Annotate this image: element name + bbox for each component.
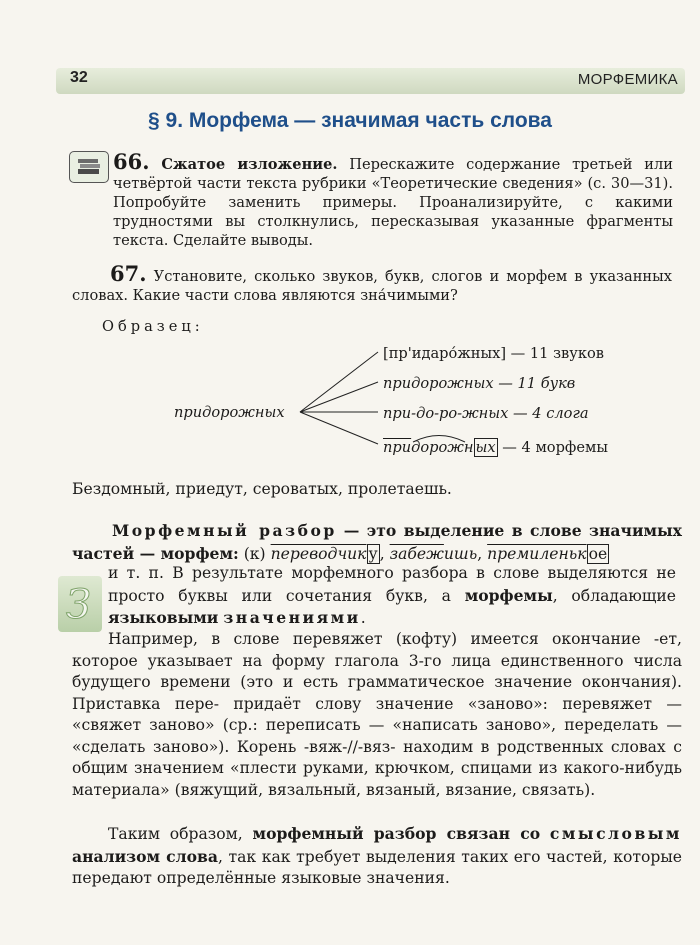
sample-letters: придорожных — 11 букв: [383, 375, 576, 392]
sample-label: Образец:: [102, 318, 204, 335]
theory-paragraph-1: [108, 563, 676, 630]
theory-term: Морфемный разбор: [112, 521, 337, 540]
exercise-67: [72, 261, 673, 305]
theory-definition: Морфемный разбор — это выделение в слове значимых частей — морфем: (к) переводчик у , забежишь, премиленьк ое: [72, 521, 682, 563]
example-2-stem: забеж: [389, 544, 444, 563]
example-2-ending: ишь: [443, 544, 478, 563]
exercise-67-text: Установите, сколько звуков, букв, слогов и морфем в указанных словах. Какие части слова являются зна́чимыми?: [72, 268, 673, 304]
exercise-66: [113, 149, 674, 250]
exercise-66-heading: Сжатое изложение.: [161, 156, 338, 173]
page-number: 32: [70, 69, 88, 86]
para1-bold-meanings: значениями: [223, 608, 361, 627]
para3-bold: морфемный разбор связан со: [252, 824, 541, 843]
para1-end: .: [360, 609, 366, 627]
root-arc: [411, 433, 467, 443]
morpheme-root-text: дорожн: [411, 439, 474, 456]
morpheme-ending: ых: [475, 439, 496, 456]
example-1-stem: переводчик: [270, 544, 367, 563]
task-words: Бездомный, приедут, сероватых, пролетаешь.: [72, 480, 452, 498]
book-stack-icon: [69, 151, 109, 183]
para3-start: Таким образом,: [108, 825, 243, 843]
scheme-fan-lines: [290, 340, 390, 460]
section-title: § 9. Морфема — значимая часть слова: [148, 109, 552, 132]
para3-spaced: смысловым: [549, 824, 682, 843]
para1-bold-morphemes: морфемы: [464, 585, 553, 605]
para1-start: и т. п. В результате морфемного разбора в слове выделяются не просто буквы или сочетания букв, а: [108, 564, 676, 605]
theory-definition-rest: — это выделение в слове значимых частей — морфем:: [72, 521, 682, 563]
sample-word: придорожных: [174, 404, 285, 421]
theory-example-note: (к): [243, 544, 266, 563]
letter-z-icon: [58, 576, 102, 632]
theory-paragraph-3: [72, 823, 682, 890]
morpheme-prefix: при: [383, 439, 412, 456]
morpheme-count: — 4 морфемы: [502, 439, 608, 456]
exercise-67-number: 67.: [110, 261, 147, 286]
exercise-66-number: 66.: [113, 149, 150, 174]
para1-bold-language: языковыми: [108, 608, 219, 627]
section-name: МОРФЕМИКА: [577, 71, 678, 88]
para3-end: , так как требует выделения таких его частей, которые передают определённые языковые значения.: [72, 847, 682, 887]
example-3-stem: премиленьк: [487, 544, 587, 563]
para3-bold-analysis: анализом слова: [72, 846, 218, 866]
example-1-ending: у: [368, 544, 378, 563]
sample-syllables: при-до-ро-жных — 4 слога: [383, 405, 589, 422]
morpheme-root: [411, 439, 473, 456]
sample-transcription: [пр'идаро́жных] — 11 звуков: [383, 345, 604, 362]
sample-morphemes: [383, 439, 608, 456]
example-3-ending: ое: [588, 544, 608, 563]
para1-mid: , обладающие: [552, 586, 676, 605]
svg-text:З: З: [66, 582, 91, 628]
theory-paragraph-2: Например, в слове перевяжет (кофту) имеется окончание -ет, которое указывает на форму глагола 3-го лица единственного числа будущего времени (это и есть грамматическое значение окончания). Приставка пере- придаёт слову значение «заново»: перевяжет — «свяжет заново» (ср.: переписать — «написать заново», переделать — «сделать заново»). Корень -вяж-//-вяз- находим в родственных словах с общим значением «плести руками, крючком, спицами из какого-нибудь материала» (вяжущий, вязальный, вязаный, вязание, связать).: [72, 630, 682, 799]
exercise-66-text: Перескажите содержание третьей или четвёртой части текста рубрики «Теоретические сведения» (с. 30—31). Попробуйте заменить примеры. Проанализируйте, с какими трудностями вы столкнулись, пересказывая указанные фрагменты текста. Сделайте выводы.: [113, 156, 674, 249]
